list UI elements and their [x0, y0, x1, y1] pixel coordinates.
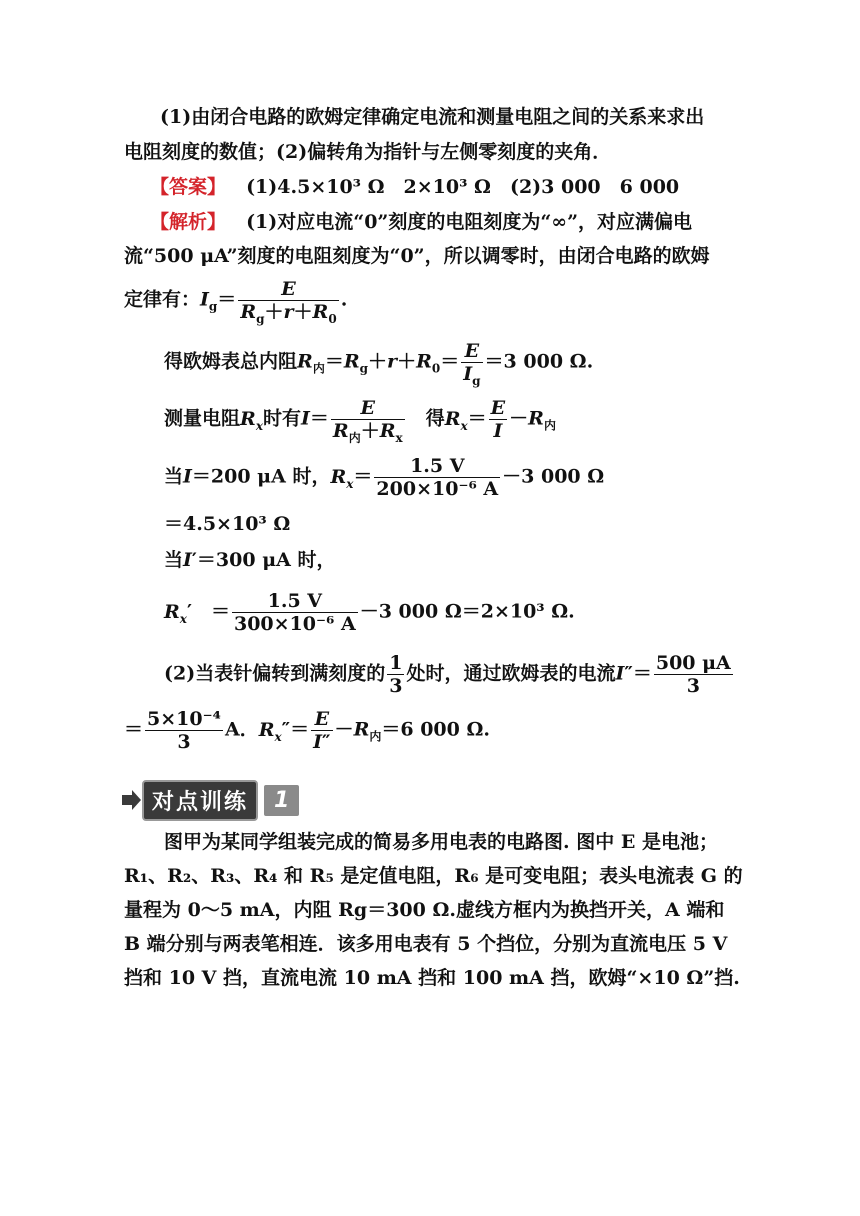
fraction-e-i2: $\frac{E}{I''}$: [313, 708, 331, 753]
case1-prefix: 当: [164, 465, 184, 488]
fraction-i: $\frac{E}{R_内+R_x}$: [332, 397, 403, 445]
part2-mid: A．: [224, 718, 259, 741]
analysis-case-2: 当I′＝300 μA 时，: [164, 549, 336, 571]
total-value: 3 000 Ω.: [503, 350, 594, 373]
analysis-measure: 测量电阻$R_x$时有I＝ $\frac{E}{R_内+R_x}$ 得$R_x=$ $\frac{E}{I}$ $-R_内$: [164, 397, 556, 445]
fraction-ig: $\frac{E}{R_g+r+R_0}$: [240, 278, 337, 326]
banner-number: 1: [264, 785, 299, 816]
answer-text: (1)4.5×10³ Ω 2×10³ Ω (2)3 000 6 000: [246, 176, 680, 198]
arrow-right-icon: [120, 789, 142, 811]
practice-banner: [120, 783, 299, 817]
fraction-case1: $\frac{1.5 V}{\text{200×10⁻⁶ A}}$: [376, 455, 499, 500]
analysis-part-2: (2)当表针偏转到满刻度的 $\frac{1}{3}$ 处时，通过欧姆表的电流I″＝ $\frac{500 \mu A}{3}$: [164, 652, 731, 697]
case1-tail: －3 000 Ω: [502, 465, 605, 488]
intro-line-2: 电阻刻度的数值；(2)偏转角为指针与左侧零刻度的夹角．: [124, 141, 612, 163]
answer-tag: 【答案】: [150, 176, 227, 198]
fraction-e-i: $\frac{E}{I}$: [490, 397, 506, 442]
fraction-one-third: $\frac{1}{3}$: [389, 652, 403, 697]
fraction-500ua: $\frac{500 \mu A}{3}$: [655, 652, 731, 697]
analysis-line-2: 流“500 μA”刻度的电阻刻度为“0”，所以调零时，由闭合电路的欧姆: [124, 245, 710, 267]
case2-current: ＝300 μA 时，: [196, 549, 336, 571]
analysis-formula-ig: 定律有：$I_g=$ $\frac{E}{R_g+r+R_0}$ .: [124, 278, 348, 326]
intro-line-1: (1)由闭合电路的欧姆定律确定电流和测量电阻之间的关系来求出: [160, 106, 705, 128]
analysis-case-1-result: ＝4.5×10³ Ω: [164, 513, 291, 535]
analysis-case-2-formula: $R_x'$ ＝ $\frac{1.5 V}{\text{300×10⁻⁶ A}}$ －3 000 Ω＝2×10³ Ω.: [164, 590, 575, 635]
measure-mid: 时有: [262, 407, 301, 430]
fraction-5e-4: $\frac{\text{5×10⁻⁴}}{3}$: [147, 708, 221, 753]
fraction-case2: $\frac{1.5 V}{\text{300×10⁻⁶ A}}$: [233, 590, 356, 635]
analysis-case-1: 当I＝200 μA 时，$R_x=$ $\frac{1.5 V}{\text{200×10⁻⁶ A}}$ －3 000 Ω: [164, 455, 605, 500]
part2-text-2: 处时，通过欧姆表的电流: [406, 662, 616, 685]
case2-tail: －3 000 Ω＝2×10³ Ω.: [359, 600, 575, 623]
analysis-tag: 【解析】: [150, 211, 227, 233]
part2-tail: ＝6 000 Ω.: [381, 718, 491, 741]
case1-current: ＝200 μA 时，: [191, 465, 331, 488]
measure-prefix: 测量电阻: [164, 407, 241, 430]
analysis-line-1: (1)对应电流“0”刻度的电阻刻度为“∞”，对应满偏电: [246, 211, 693, 233]
analysis-part-2-line-2: ＝ $\frac{\text{5×10⁻⁴}}{3}$ A．$R_x''=$ $\frac{E}{I''}$ $-R_内=6$ 000 Ω.: [124, 708, 491, 753]
fraction-e-ig: $\frac{E}{I_g}$: [463, 340, 481, 388]
total-prefix: 得欧姆表总内阻: [164, 350, 298, 373]
part2-text-1: (2)当表针偏转到满刻度的: [164, 662, 386, 685]
answer-row: [150, 175, 679, 199]
analysis-total-resistance: 得欧姆表总内阻$R_内=R_g+r+R_0=$ $\frac{E}{I_g}$ ＝3 000 Ω.: [164, 340, 594, 388]
formula-prefix: 定律有：: [124, 288, 201, 311]
measure-get: 得: [425, 407, 445, 430]
analysis-row-1: [150, 210, 692, 234]
exercise-text: 图甲为某同学组装完成的简易多用电表的电路图. 图中 E 是电池；R₁、R₂、R₃、R₄ 和 R₅ 是定值电阻，R₆ 是可变电阻；表头电流表 G 的量程为 0～5 mA，内阻 Rg＝300 Ω.虚线方框内为换挡开关，A 端和 B 端分别与两表笔相连．该多用电表有 5 个挡位，分别为直流电压 5 V 挡和 10 V 挡，直流电流 10 mA 挡和 100 mA 挡，欧姆“×10 Ω”挡.: [124, 831, 743, 989]
case2-prefix: 当: [164, 549, 184, 571]
banner-label: 对点训练: [142, 780, 258, 821]
